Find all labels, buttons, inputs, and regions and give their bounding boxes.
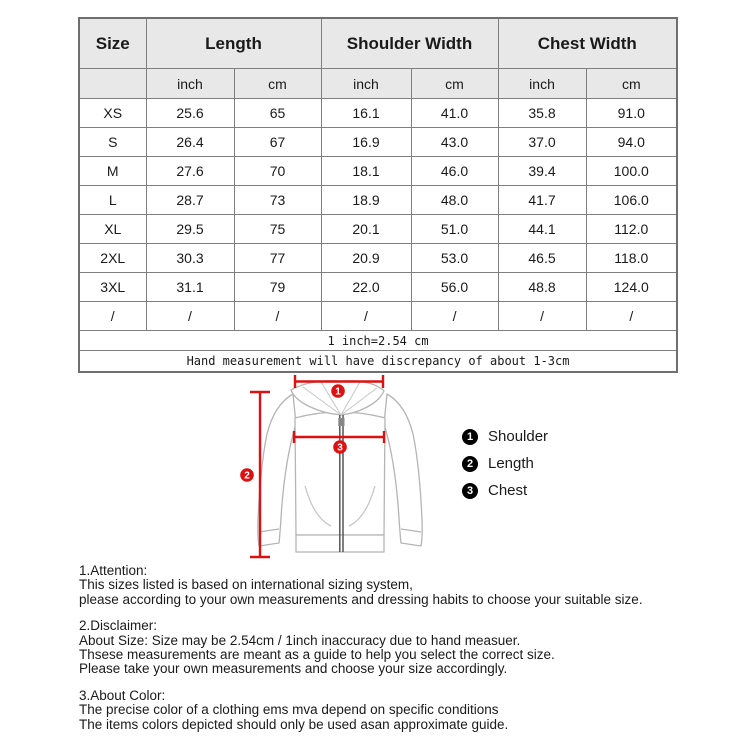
table-cell: XS xyxy=(79,99,146,128)
table-cell: / xyxy=(79,302,146,331)
header-group-row xyxy=(79,18,677,69)
disclaimer-line: Please take your own measurements and choose your size accordingly. xyxy=(79,661,508,677)
table-cell: 27.6 xyxy=(146,157,234,186)
table-cell: 39.4 xyxy=(498,157,586,186)
table-cell: / xyxy=(146,302,234,331)
table-row xyxy=(79,273,677,302)
unit-cell-inch: inch xyxy=(146,69,234,99)
table-cell: S xyxy=(79,128,146,157)
notes-block xyxy=(79,564,699,744)
legend-item-chest xyxy=(462,477,548,504)
table-cell: 2XL xyxy=(79,244,146,273)
about-color-line: The precise color of a clothing ems mva depend on specific conditions xyxy=(79,702,499,718)
table-cell: 77 xyxy=(234,244,321,273)
table-cell: 67 xyxy=(234,128,321,157)
table-cell: 48.0 xyxy=(411,186,498,215)
measurement-legend xyxy=(462,423,548,504)
attention-title: 1.Attention: xyxy=(79,563,148,578)
table-cell: 3XL xyxy=(79,273,146,302)
unit-cell-blank xyxy=(79,69,146,99)
table-cell: 48.8 xyxy=(498,273,586,302)
col-header-shoulder-width: Shoulder Width xyxy=(321,18,498,69)
table-cell: 41.0 xyxy=(411,99,498,128)
table-cell: 53.0 xyxy=(411,244,498,273)
unit-cell-cm: cm xyxy=(586,69,677,99)
table-cell: 124.0 xyxy=(586,273,677,302)
table-cell: 37.0 xyxy=(498,128,586,157)
table-cell: 100.0 xyxy=(586,157,677,186)
conversion-row xyxy=(79,331,677,351)
table-cell: XL xyxy=(79,215,146,244)
table-cell: 30.3 xyxy=(146,244,234,273)
table-row xyxy=(79,302,677,331)
about-color-line: The items colors depicted should only be used asan approximate guide. xyxy=(79,716,509,732)
table-cell: 18.9 xyxy=(321,186,411,215)
table-row xyxy=(79,215,677,244)
unit-row xyxy=(79,69,677,99)
size-chart-table xyxy=(78,17,678,373)
marker-chest: 3 xyxy=(337,442,343,454)
table-cell: 73 xyxy=(234,186,321,215)
table-cell: / xyxy=(586,302,677,331)
table-row xyxy=(79,244,677,273)
unit-cell-cm: cm xyxy=(411,69,498,99)
legend-item-shoulder xyxy=(462,423,548,450)
unit-cell-cm: cm xyxy=(234,69,321,99)
table-cell: L xyxy=(79,186,146,215)
table-cell: / xyxy=(411,302,498,331)
col-header-chest-width: Chest Width xyxy=(498,18,677,69)
table-cell: 18.1 xyxy=(321,157,411,186)
table-cell: 46.0 xyxy=(411,157,498,186)
table-cell: 26.4 xyxy=(146,128,234,157)
table-cell: 16.9 xyxy=(321,128,411,157)
table-cell: / xyxy=(321,302,411,331)
legend-label: Shoulder xyxy=(488,428,549,445)
table-cell: 79 xyxy=(234,273,321,302)
conversion-note: 1 inch=2.54 cm xyxy=(79,331,677,351)
table-cell: 112.0 xyxy=(586,215,677,244)
col-header-size: Size xyxy=(79,18,146,69)
table-cell: / xyxy=(234,302,321,331)
unit-cell-inch: inch xyxy=(498,69,586,99)
disclaimer-line: Thsese measurements are meant as a guide to help you select the correct size. xyxy=(79,647,555,663)
table-cell: 56.0 xyxy=(411,273,498,302)
table-cell: M xyxy=(79,157,146,186)
table-cell: 31.1 xyxy=(146,273,234,302)
col-header-length: Length xyxy=(146,18,321,69)
attention-line: This sizes listed is based on international sizing system, xyxy=(79,577,413,593)
jacket-measurement-diagram xyxy=(233,368,463,568)
table-row xyxy=(79,99,677,128)
table-cell: / xyxy=(498,302,586,331)
legend-dot-3: 3 xyxy=(462,483,478,499)
table-cell: 25.6 xyxy=(146,99,234,128)
attention-line: please according to your own measurements and dressing habits to choose your suitable size. xyxy=(79,591,643,607)
marker-length: 2 xyxy=(244,470,250,482)
disclaimer-line: About Size: Size may be 2.54cm / 1inch inaccuracy due to hand measuer. xyxy=(79,632,521,648)
disclaimer-section xyxy=(79,619,699,677)
table-cell: 41.7 xyxy=(498,186,586,215)
legend-dot-1: 1 xyxy=(462,429,478,445)
table-cell: 51.0 xyxy=(411,215,498,244)
table-cell: 43.0 xyxy=(411,128,498,157)
marker-shoulder: 1 xyxy=(335,386,341,398)
table-cell: 28.7 xyxy=(146,186,234,215)
table-cell: 91.0 xyxy=(586,99,677,128)
table-cell: 20.9 xyxy=(321,244,411,273)
measurement-note: Hand measurement will have discrepancy of about 1-3cm xyxy=(79,351,677,373)
table-cell: 16.1 xyxy=(321,99,411,128)
table-cell: 35.8 xyxy=(498,99,586,128)
table-cell: 65 xyxy=(234,99,321,128)
table-cell: 118.0 xyxy=(586,244,677,273)
disclaimer-title: 2.Disclaimer: xyxy=(79,618,158,634)
size-table-body xyxy=(79,99,677,331)
table-row xyxy=(79,186,677,215)
legend-item-length xyxy=(462,450,548,477)
legend-label: Chest xyxy=(488,482,528,499)
table-cell: 75 xyxy=(234,215,321,244)
table-cell: 94.0 xyxy=(586,128,677,157)
table-row xyxy=(79,157,677,186)
table-cell: 22.0 xyxy=(321,273,411,302)
about-color-section xyxy=(79,689,699,732)
table-cell: 20.1 xyxy=(321,215,411,244)
legend-label: Length xyxy=(488,455,534,472)
about-color-title: 3.About Color: xyxy=(79,687,166,703)
table-cell: 46.5 xyxy=(498,244,586,273)
table-cell: 44.1 xyxy=(498,215,586,244)
table-cell: 70 xyxy=(234,157,321,186)
table-cell: 106.0 xyxy=(586,186,677,215)
attention-section xyxy=(79,564,699,607)
table-row xyxy=(79,128,677,157)
table-cell: 29.5 xyxy=(146,215,234,244)
unit-cell-inch: inch xyxy=(321,69,411,99)
legend-dot-2: 2 xyxy=(462,456,478,472)
